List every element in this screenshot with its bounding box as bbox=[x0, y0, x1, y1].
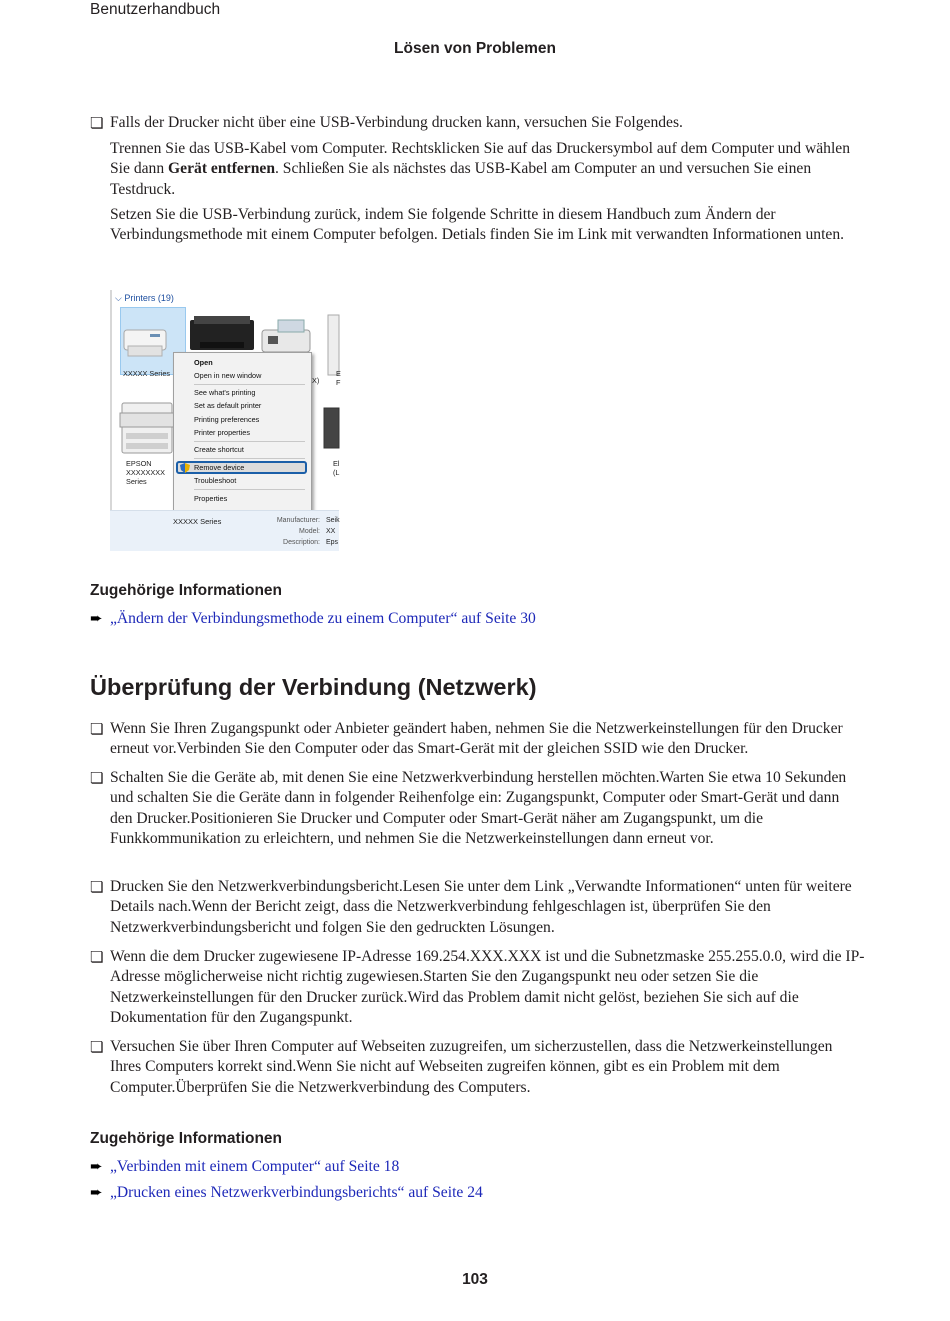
bullet-item bbox=[90, 719, 865, 760]
checkbox-bullet-icon: ❏ bbox=[90, 720, 104, 738]
details-pane bbox=[110, 510, 339, 551]
bold-term-remove-device: Gerät entfernen bbox=[168, 160, 275, 178]
menu-separator bbox=[194, 489, 305, 490]
arrow-icon: ➨ bbox=[90, 609, 103, 627]
section-title: Überprüfung der Verbindung (Netzwerk) bbox=[90, 674, 537, 700]
running-header: Benutzerhandbuch bbox=[90, 1, 221, 18]
chapter-title: Lösen von Problemen bbox=[394, 40, 556, 57]
printer-icon-3 bbox=[262, 320, 310, 352]
checkbox-bullet-icon: ❏ bbox=[90, 878, 104, 896]
details-value-model: XX bbox=[326, 528, 336, 535]
related-link-row bbox=[90, 1183, 483, 1202]
menu-item-remove-device[interactable]: Remove device bbox=[194, 463, 245, 472]
arrow-icon: ➨ bbox=[90, 1183, 103, 1201]
details-key-description: Description: bbox=[283, 539, 320, 546]
menu-item-see-printing[interactable]: See what's printing bbox=[194, 388, 256, 397]
bullet-text: Wenn die dem Drucker zugewiesene IP-Adresse 169.254.XXX.XXX ist und die Subnetzmaske 255.255.0.0, wird die IP-Adresse möglicherweise nicht richtig zugewiesen.Starten Sie den Zugangspunkt neu oder setzen Sie die Netzwerkeinstellungen für den Drucker zurück.Wird das Problem damit nicht gelöst, beziehen Sie sich auf die Dokumentation für den Zugangspunkt. bbox=[110, 948, 865, 1026]
related-link-row bbox=[90, 1157, 399, 1176]
bullet-item bbox=[90, 1037, 865, 1098]
menu-item-set-default[interactable]: Set as default printer bbox=[194, 401, 262, 410]
menu-item-open-new-window[interactable]: Open in new window bbox=[194, 371, 262, 380]
details-key-manufacturer: Manufacturer: bbox=[276, 517, 320, 524]
printer-icon-6 bbox=[324, 408, 339, 448]
printer-label: XXXXX Series bbox=[123, 369, 171, 378]
printers-group-header: ⌵ Printers (19) bbox=[115, 293, 174, 303]
printer-icon-4 bbox=[328, 315, 339, 375]
bullet-item bbox=[90, 877, 865, 938]
paragraph-reset-usb: Setzen Sie die USB-Verbindung zurück, indem Sie folgende Schritte in diesem Handbuch zum Ändern der Verbindungsmethode mit einem Computer befolgen. Detials finden Sie im Link mit verwandten Informationen unten. bbox=[110, 206, 845, 244]
menu-item-open[interactable]: Open bbox=[194, 358, 213, 367]
printer-icon-2 bbox=[190, 316, 254, 350]
related-link[interactable]: „Drucken eines Netzwerkverbindungsberichts“ auf Seite 24 bbox=[110, 1184, 483, 1201]
menu-item-troubleshoot[interactable]: Troubleshoot bbox=[194, 476, 237, 485]
printer-label: Series bbox=[126, 477, 147, 486]
arrow-icon: ➨ bbox=[90, 1157, 103, 1175]
printer-icon-5 bbox=[120, 403, 174, 453]
printer-label: X) bbox=[312, 376, 320, 385]
context-menu bbox=[173, 352, 312, 511]
shield-icon bbox=[180, 463, 190, 473]
related-link[interactable]: „Verbinden mit einem Computer“ auf Seite 18 bbox=[110, 1158, 400, 1175]
details-value-description: Eps bbox=[326, 539, 339, 546]
printer-label: El bbox=[333, 459, 340, 468]
menu-separator bbox=[194, 441, 305, 442]
menu-item-properties[interactable]: Properties bbox=[194, 494, 228, 503]
printer-label: E bbox=[336, 369, 341, 378]
group-label: Printers (19) bbox=[124, 293, 174, 303]
related-link[interactable]: „Ändern der Verbindungsmethode zu einem Computer“ auf Seite 30 bbox=[110, 610, 536, 627]
details-key-model: Model: bbox=[298, 528, 320, 535]
menu-item-printer-properties[interactable]: Printer properties bbox=[194, 428, 250, 437]
paragraph-text: . Schließen Sie als nächstes das USB-Kabel am Computer an und versuchen Sie einen Testdruck. bbox=[110, 160, 812, 198]
details-value-manufacturer: Seik bbox=[326, 517, 340, 524]
bullet-text: Falls der Drucker nicht über eine USB-Verbindung drucken kann, versuchen Sie Folgendes. bbox=[110, 114, 683, 131]
printer-label: (L bbox=[333, 468, 340, 477]
menu-item-create-shortcut[interactable]: Create shortcut bbox=[194, 445, 244, 454]
bullet-item bbox=[90, 768, 865, 849]
bullet-text: Versuchen Sie über Ihren Computer auf Webseiten zuzugreifen, um sicherzustellen, dass die Netzwerkeinstellungen Ihres Computers korrekt sind.Wenn Sie nicht auf Webseiten zugreifen können, gibt es ein Problem mit dem Computer.Überprüfen Sie die Netzwerkverbindung des Computers. bbox=[110, 1038, 833, 1096]
bullet-text: Schalten Sie die Geräte ab, mit denen Sie eine Netzwerkverbindung herstellen möchten.Warten Sie etwa 10 Sekunden und schalten Sie die Geräte dann in folgender Reihenfolge ein: Zugangspunkt, Computer oder Smart-Gerät und dann den Drucker.Positionieren Sie Drucker und Computer oder Smart-Gerät näher am Zugangspunkt, um die Funkkommunikation zu erleichtern, und nehmen Sie die Netzwerkeinstellungen dann erneut vor. bbox=[110, 769, 847, 847]
devices-printers-screenshot bbox=[110, 290, 339, 550]
printer-icon-1 bbox=[124, 330, 166, 356]
bullet-text: Wenn Sie Ihren Zugangspunkt oder Anbieter geändert haben, nehmen Sie die Netzwerkeinstellungen für den Drucker erneut vor.Verbinden Sie den Computer oder das Smart-Gerät mit der gleichen SSID wie den Drucker. bbox=[110, 720, 843, 758]
menu-separator bbox=[194, 384, 305, 385]
menu-item-printing-preferences[interactable]: Printing preferences bbox=[194, 415, 260, 424]
bullet-item bbox=[90, 947, 865, 1028]
page-number: 103 bbox=[462, 1271, 488, 1288]
checkbox-bullet-icon: ❏ bbox=[90, 1038, 104, 1056]
related-info-heading: Zugehörige Informationen bbox=[90, 1130, 283, 1147]
menu-separator bbox=[194, 458, 305, 459]
printer-label: XXXXXXXX bbox=[126, 468, 165, 477]
bullet-text: Drucken Sie den Netzwerkverbindungsbericht.Lesen Sie unter dem Link „Verwandte Informationen“ unten für weitere Details nach.Wenn der Bericht zeigt, dass die Netzwerkverbindung fehlgeschlagen ist, überprüfen Sie den Netzwerkverbindungsbericht und folgen Sie den gedruckten Lösungen. bbox=[110, 878, 852, 936]
paragraph-unplug-usb bbox=[110, 139, 870, 200]
paragraph-text: Trennen Sie das USB-Kabel vom Computer. Rechtsklicken Sie auf das Druckersymbol auf dem Computer und wählen Sie dann bbox=[110, 140, 850, 178]
related-info-heading: Zugehörige Informationen bbox=[90, 582, 283, 599]
checkbox-bullet-icon: ❏ bbox=[90, 114, 104, 132]
details-printer-name: XXXXX Series bbox=[173, 517, 222, 526]
printer-label: EPSON bbox=[126, 459, 152, 468]
checkbox-bullet-icon: ❏ bbox=[90, 769, 104, 787]
printer-label: F bbox=[336, 378, 341, 387]
bullet-item bbox=[90, 113, 865, 133]
related-link-row bbox=[90, 609, 536, 628]
checkbox-bullet-icon: ❏ bbox=[90, 948, 104, 966]
